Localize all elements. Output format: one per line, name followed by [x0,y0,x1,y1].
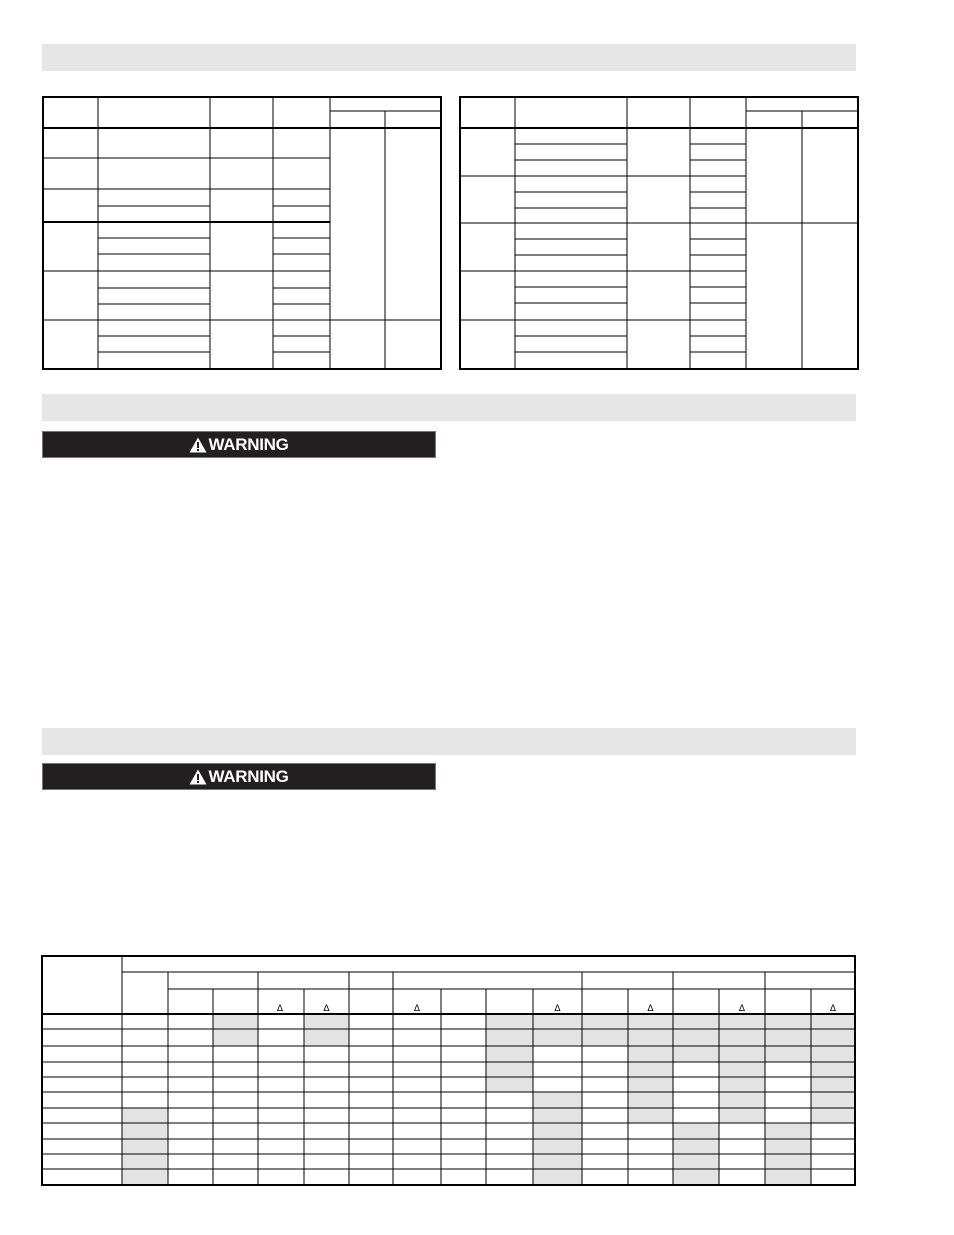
shaded-cell [628,1046,673,1062]
shaded-cell [486,1077,533,1092]
shaded-cell [122,1154,168,1169]
shaded-cell [213,1029,258,1046]
shaded-cell [811,1014,855,1029]
shaded-cell [719,1092,765,1108]
shaded-cell [213,1014,258,1029]
delta-symbol: Δ [276,1004,284,1014]
shaded-cell [628,1014,673,1029]
shaded-cell [673,1014,719,1029]
shaded-cell [765,1046,811,1062]
shaded-cell [765,1169,811,1185]
warning-label: WARNING [208,766,289,786]
shaded-cell [582,1014,628,1029]
shaded-cell [533,1092,582,1108]
shaded-cell [811,1046,855,1062]
shaded-cell [122,1123,168,1139]
shaded-cell [811,1062,855,1077]
shaded-cell [719,1029,765,1046]
shaded-cell [533,1139,582,1154]
section-header-band [42,394,856,421]
shaded-cell [673,1154,719,1169]
shaded-cell [486,1029,533,1046]
shaded-cell [533,1169,582,1185]
shaded-cell [673,1046,719,1062]
spec-table-right [459,96,860,371]
shaded-cell [533,1123,582,1139]
warning-label: WARNING [208,434,289,454]
shaded-cell [719,1077,765,1092]
shaded-cell [122,1139,168,1154]
shaded-cell [582,1029,628,1046]
shaded-cell [673,1139,719,1154]
shaded-cell [673,1029,719,1046]
delta-symbol: Δ [413,1004,421,1014]
shaded-cell [628,1077,673,1092]
warning-banner [42,763,436,790]
shaded-cell [628,1062,673,1077]
shaded-cell [719,1014,765,1029]
shaded-cell [122,1169,168,1185]
delta-symbol: Δ [323,1004,330,1014]
shaded-cell [719,1062,765,1077]
shaded-cell [811,1108,855,1123]
shaded-cell [486,1062,533,1077]
warning-triangle-icon [189,769,207,785]
shaded-cell [628,1029,673,1046]
warning-banner [42,431,436,458]
shaded-cell [811,1092,855,1108]
delta-symbol: Δ [554,1004,561,1014]
shaded-cell [765,1029,811,1046]
shaded-cell [122,1108,168,1123]
shaded-cell [719,1108,765,1123]
warning-triangle-icon [189,437,207,453]
section-header-band [42,728,856,755]
shaded-cell [673,1169,719,1185]
shaded-cell [304,1029,349,1046]
shaded-cell [304,1014,349,1029]
shaded-cell [628,1092,673,1108]
shaded-cell [765,1154,811,1169]
shaded-cell [533,1154,582,1169]
delta-symbol: Δ [738,1004,746,1014]
data-grid-table [40,954,858,1190]
shaded-cell [719,1046,765,1062]
shaded-cell [533,1108,582,1123]
shaded-cell [533,1014,582,1029]
shaded-cell [486,1014,533,1029]
shaded-cell [811,1077,855,1092]
shaded-cell [811,1029,855,1046]
data-grid-svg [40,954,858,1190]
shaded-cell [628,1108,673,1123]
delta-symbol: Δ [829,1004,837,1014]
shaded-cell [765,1123,811,1139]
spec-table-left [42,96,443,371]
shaded-cell [486,1046,533,1062]
section-header-band [42,44,856,71]
shaded-cell [765,1014,811,1029]
shaded-cell [673,1123,719,1139]
delta-symbol: Δ [647,1004,654,1014]
shaded-cell [765,1139,811,1154]
shaded-cell [533,1029,582,1046]
